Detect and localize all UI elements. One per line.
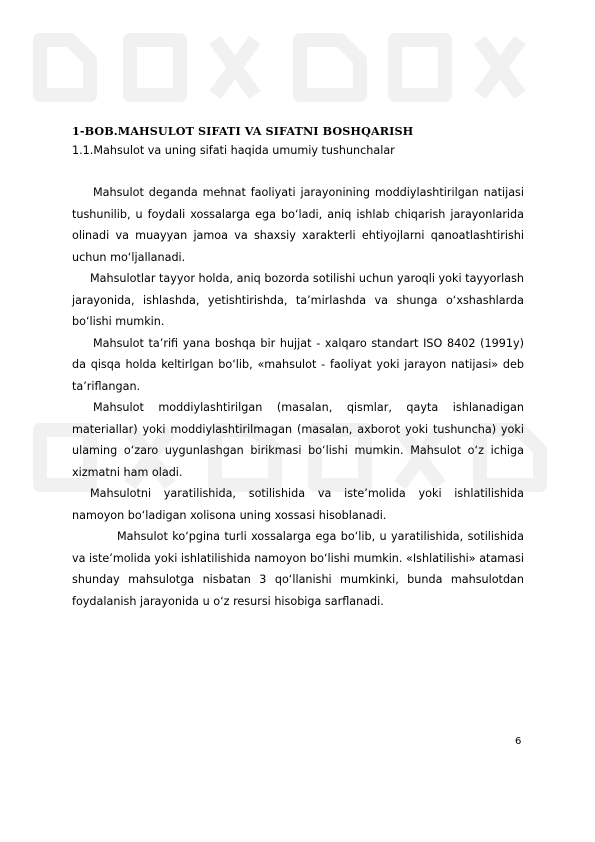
paragraph-3: Mahsulot ta’rifi yana boshqa bir hujjat - xalqaro standart ISO 8402 (1991y) da qisqa holda keltirlgan bo‘lib, «mahsulot - faoliyat yoki jarayon natijasi» deb ta’riflangan. (72, 336, 524, 393)
page-number: 6 (515, 736, 522, 747)
document-page (72, 124, 524, 612)
paragraph-2: Mahsulotlar tayyor holda, aniq bozorda sotilishi uchun yaroqli yoki tayyorlash jarayonida, ishlashda, yetishtirishda, ta’mirlashda va shunga o‘xshashlarda bo‘lishi mumkin. (72, 272, 524, 328)
paragraph-5: Mahsulotni yaratilishida, sotilishida va iste’molida yoki ishlatilishida namoyon bo‘ladigan xolisona uning xossasi hisoblanadi. (72, 487, 524, 522)
paragraph-1: Mahsulot deganda mehnat faoliyati jarayonining moddiylashtirilgan natijasi tushunilib, u foydali xossalarga ega bo‘ladi, aniq ishlab chiqarish jarayonlarida olinadi va muayyan jamoa va shaxsiy xarakterli ehtiyojlarni qanoatlashtirishi uchun mo‘ljallanadi. (72, 186, 524, 264)
section-title: 1.1.Mahsulot va uning sifati haqida umumiy tushunchalar (72, 144, 395, 157)
paragraph-4: Mahsulot moddiylashtirilgan (masalan, qismlar, qayta ishlanadigan materiallar) yoki moddiylashtirilmagan (masalan, axborot yoki tushuncha) yoki ulaming o‘zaro uygunlashgan birikmasi bo‘lishi mumkin. Mahsulot o‘z ichiga xizmatni ham oladi. (72, 401, 524, 479)
chapter-title: 1-BOB.MAHSULOT SIFATI VA SIFATNI BOSHQARISH (72, 124, 414, 138)
paragraph-6: Mahsulot ko‘pgina turli xossalarga ega bo‘lib, u yaratilishida, sotilishida va iste’molida yoki ishlatilishida namoyon bo‘lishi mumkin. «Ishlatilishi» atamasi shunday mahsulotga nisbatan 3 qo‘llanishi mumkinki, bunda mahsulotdan foydalanish jarayonida u o‘z resursi hisobiga sarflanadi. (72, 530, 524, 608)
